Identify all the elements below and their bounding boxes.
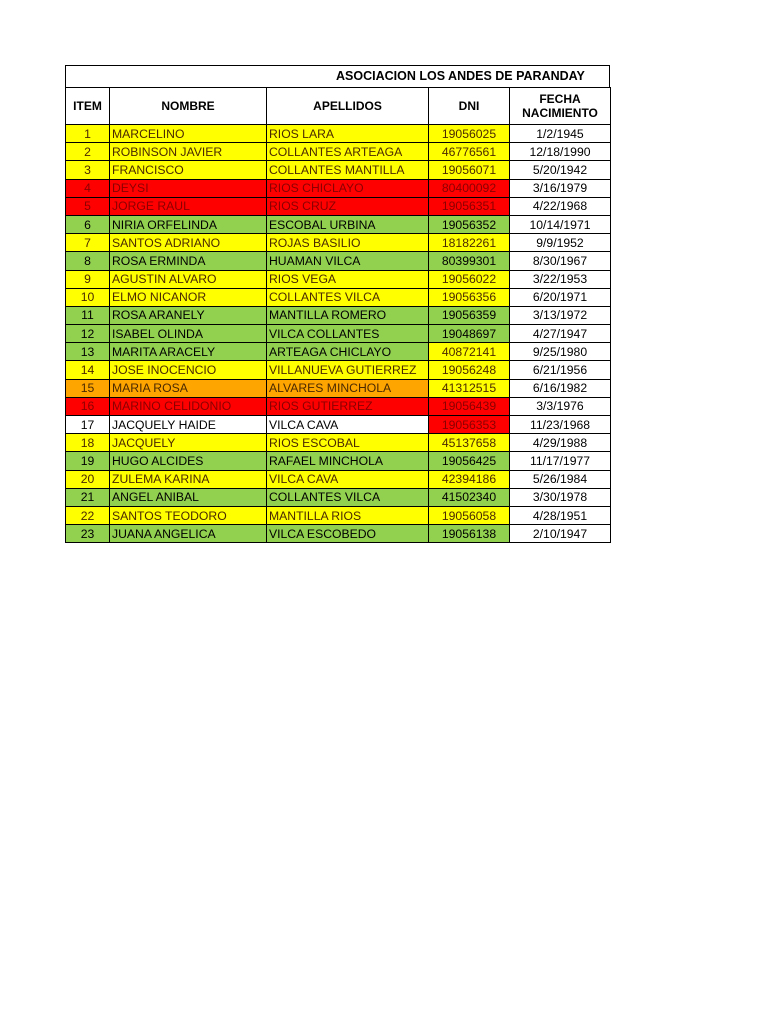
cell-dni[interactable]: 40872141 <box>429 343 510 361</box>
spreadsheet <box>65 65 610 543</box>
cell-dni[interactable]: 80400092 <box>429 179 510 197</box>
cell-nombre[interactable]: ELMO NICANOR <box>110 288 267 306</box>
cell-apellidos[interactable]: VILLANUEVA GUTIERREZ <box>267 361 429 379</box>
cell-fecha[interactable]: 11/23/1968 <box>510 416 611 434</box>
header-nombre[interactable]: NOMBRE <box>110 88 267 125</box>
cell-dni[interactable]: 19056352 <box>429 215 510 233</box>
cell-fecha[interactable]: 3/16/1979 <box>510 179 611 197</box>
cell-dni[interactable]: 19056353 <box>429 416 510 434</box>
cell-fecha[interactable]: 6/16/1982 <box>510 379 611 397</box>
table-row <box>66 125 611 143</box>
cell-apellidos[interactable]: RAFAEL MINCHOLA <box>267 452 429 470</box>
cell-fecha[interactable]: 10/14/1971 <box>510 215 611 233</box>
cell-apellidos[interactable]: RIOS CHICLAYO <box>267 179 429 197</box>
cell-fecha[interactable]: 6/21/1956 <box>510 361 611 379</box>
cell-dni[interactable]: 19056248 <box>429 361 510 379</box>
table-row <box>66 397 611 415</box>
sheet-title: ASOCIACION LOS ANDES DE PARANDAY <box>336 69 585 83</box>
cell-apellidos[interactable]: RIOS ESCOBAL <box>267 434 429 452</box>
members-table <box>65 87 611 543</box>
header-fecha-line1: FECHA <box>539 92 581 106</box>
cell-fecha[interactable]: 6/20/1971 <box>510 288 611 306</box>
header-fecha[interactable] <box>510 88 611 125</box>
cell-fecha[interactable]: 4/22/1968 <box>510 197 611 215</box>
cell-apellidos[interactable]: ARTEAGA CHICLAYO <box>267 343 429 361</box>
cell-dni[interactable]: 19056425 <box>429 452 510 470</box>
cell-dni[interactable]: 19056025 <box>429 125 510 143</box>
cell-fecha[interactable]: 3/30/1978 <box>510 488 611 506</box>
cell-apellidos[interactable]: COLLANTES ARTEAGA <box>267 143 429 161</box>
cell-item[interactable]: 12 <box>66 325 110 343</box>
cell-fecha[interactable]: 5/26/1984 <box>510 470 611 488</box>
cell-dni[interactable]: 19056071 <box>429 161 510 179</box>
table-row <box>66 470 611 488</box>
cell-fecha[interactable]: 4/29/1988 <box>510 434 611 452</box>
cell-dni[interactable]: 46776561 <box>429 143 510 161</box>
table-row <box>66 288 611 306</box>
cell-dni[interactable]: 41502340 <box>429 488 510 506</box>
cell-apellidos[interactable]: MANTILLA RIOS <box>267 506 429 524</box>
cell-apellidos[interactable]: COLLANTES VILCA <box>267 488 429 506</box>
cell-nombre[interactable]: ISABEL OLINDA <box>110 325 267 343</box>
table-row <box>66 488 611 506</box>
cell-item[interactable]: 6 <box>66 215 110 233</box>
table-row <box>66 506 611 524</box>
cell-item[interactable]: 17 <box>66 416 110 434</box>
cell-nombre[interactable]: JACQUELY HAIDE <box>110 416 267 434</box>
cell-item[interactable]: 2 <box>66 143 110 161</box>
cell-dni[interactable]: 19056359 <box>429 306 510 324</box>
cell-dni[interactable]: 19056439 <box>429 397 510 415</box>
cell-item[interactable]: 20 <box>66 470 110 488</box>
cell-apellidos[interactable]: ALVARES MINCHOLA <box>267 379 429 397</box>
cell-nombre[interactable]: ANGEL ANIBAL <box>110 488 267 506</box>
cell-item[interactable]: 21 <box>66 488 110 506</box>
cell-item[interactable]: 3 <box>66 161 110 179</box>
cell-fecha[interactable]: 3/13/1972 <box>510 306 611 324</box>
table-row <box>66 179 611 197</box>
cell-nombre[interactable]: ROBINSON JAVIER <box>110 143 267 161</box>
cell-apellidos[interactable]: MANTILLA ROMERO <box>267 306 429 324</box>
cell-dni[interactable]: 19056022 <box>429 270 510 288</box>
cell-item[interactable]: 19 <box>66 452 110 470</box>
cell-fecha[interactable]: 5/20/1942 <box>510 161 611 179</box>
cell-nombre[interactable]: JUANA ANGELICA <box>110 525 267 543</box>
cell-item[interactable]: 9 <box>66 270 110 288</box>
cell-item[interactable]: 10 <box>66 288 110 306</box>
cell-nombre[interactable]: HUGO ALCIDES <box>110 452 267 470</box>
cell-item[interactable]: 7 <box>66 234 110 252</box>
cell-apellidos[interactable]: VILCA CAVA <box>267 470 429 488</box>
cell-item[interactable]: 8 <box>66 252 110 270</box>
cell-nombre[interactable]: AGUSTIN ALVARO <box>110 270 267 288</box>
cell-nombre[interactable]: MARCELINO <box>110 125 267 143</box>
cell-item[interactable]: 1 <box>66 125 110 143</box>
cell-nombre[interactable]: NIRIA ORFELINDA <box>110 215 267 233</box>
cell-fecha[interactable]: 4/27/1947 <box>510 325 611 343</box>
cell-nombre[interactable]: JACQUELY <box>110 434 267 452</box>
cell-fecha[interactable]: 9/25/1980 <box>510 343 611 361</box>
cell-dni[interactable]: 41312515 <box>429 379 510 397</box>
cell-item[interactable]: 14 <box>66 361 110 379</box>
table-row <box>66 197 611 215</box>
table-row <box>66 379 611 397</box>
cell-dni[interactable]: 18182261 <box>429 234 510 252</box>
cell-nombre[interactable]: JOSE INOCENCIO <box>110 361 267 379</box>
cell-nombre[interactable]: MARINO CELIDONIO <box>110 397 267 415</box>
cell-apellidos[interactable]: COLLANTES MANTILLA <box>267 161 429 179</box>
cell-nombre[interactable]: SANTOS TEODORO <box>110 506 267 524</box>
cell-nombre[interactable]: ROSA ERMINDA <box>110 252 267 270</box>
cell-dni[interactable]: 42394186 <box>429 470 510 488</box>
cell-fecha[interactable]: 3/22/1953 <box>510 270 611 288</box>
cell-apellidos[interactable]: RIOS VEGA <box>267 270 429 288</box>
cell-fecha[interactable]: 11/17/1977 <box>510 452 611 470</box>
title-row <box>65 65 610 87</box>
cell-dni[interactable]: 80399301 <box>429 252 510 270</box>
cell-fecha[interactable]: 2/10/1947 <box>510 525 611 543</box>
header-fecha-line2: NACIMIENTO <box>522 106 598 120</box>
cell-item[interactable]: 15 <box>66 379 110 397</box>
cell-apellidos[interactable]: COLLANTES VILCA <box>267 288 429 306</box>
cell-item[interactable]: 4 <box>66 179 110 197</box>
cell-fecha[interactable]: 4/28/1951 <box>510 506 611 524</box>
cell-item[interactable]: 16 <box>66 397 110 415</box>
cell-apellidos[interactable]: RIOS CRUZ <box>267 197 429 215</box>
table-row <box>66 215 611 233</box>
cell-dni[interactable]: 19056351 <box>429 197 510 215</box>
cell-apellidos[interactable]: ROJAS BASILIO <box>267 234 429 252</box>
cell-apellidos[interactable]: RIOS LARA <box>267 125 429 143</box>
cell-fecha[interactable]: 8/30/1967 <box>510 252 611 270</box>
cell-dni[interactable]: 19056058 <box>429 506 510 524</box>
cell-nombre[interactable]: MARIA ROSA <box>110 379 267 397</box>
table-row <box>66 525 611 543</box>
table-row <box>66 143 611 161</box>
table-row <box>66 270 611 288</box>
cell-apellidos[interactable]: HUAMAN VILCA <box>267 252 429 270</box>
cell-nombre[interactable]: MARITA ARACELY <box>110 343 267 361</box>
cell-fecha[interactable]: 12/18/1990 <box>510 143 611 161</box>
cell-nombre[interactable]: SANTOS ADRIANO <box>110 234 267 252</box>
cell-apellidos[interactable]: VILCA CAVA <box>267 416 429 434</box>
table-row <box>66 161 611 179</box>
table-row <box>66 416 611 434</box>
table-row <box>66 361 611 379</box>
cell-fecha[interactable]: 1/2/1945 <box>510 125 611 143</box>
cell-nombre[interactable]: FRANCISCO <box>110 161 267 179</box>
table-row <box>66 306 611 324</box>
table-row <box>66 343 611 361</box>
cell-apellidos[interactable]: ESCOBAL URBINA <box>267 215 429 233</box>
header-item[interactable]: ITEM <box>66 88 110 125</box>
cell-nombre[interactable]: ROSA ARANELY <box>110 306 267 324</box>
cell-dni[interactable]: 19056138 <box>429 525 510 543</box>
cell-nombre[interactable]: DEYSI <box>110 179 267 197</box>
cell-fecha[interactable]: 3/3/1976 <box>510 397 611 415</box>
cell-nombre[interactable]: JORGE RAUL <box>110 197 267 215</box>
table-row <box>66 234 611 252</box>
cell-dni[interactable]: 19056356 <box>429 288 510 306</box>
header-apellidos[interactable]: APELLIDOS <box>267 88 429 125</box>
cell-apellidos[interactable]: VILCA COLLANTES <box>267 325 429 343</box>
header-dni[interactable]: DNI <box>429 88 510 125</box>
table-row <box>66 325 611 343</box>
table-row <box>66 452 611 470</box>
cell-item[interactable]: 23 <box>66 525 110 543</box>
cell-fecha[interactable]: 9/9/1952 <box>510 234 611 252</box>
cell-apellidos[interactable]: VILCA ESCOBEDO <box>267 525 429 543</box>
cell-item[interactable]: 18 <box>66 434 110 452</box>
cell-apellidos[interactable]: RIOS GUTIERREZ <box>267 397 429 415</box>
cell-dni[interactable]: 19048697 <box>429 325 510 343</box>
cell-item[interactable]: 11 <box>66 306 110 324</box>
cell-dni[interactable]: 45137658 <box>429 434 510 452</box>
table-row <box>66 434 611 452</box>
header-row <box>66 88 611 125</box>
cell-nombre[interactable]: ZULEMA KARINA <box>110 470 267 488</box>
cell-item[interactable]: 13 <box>66 343 110 361</box>
cell-item[interactable]: 5 <box>66 197 110 215</box>
table-row <box>66 252 611 270</box>
cell-item[interactable]: 22 <box>66 506 110 524</box>
